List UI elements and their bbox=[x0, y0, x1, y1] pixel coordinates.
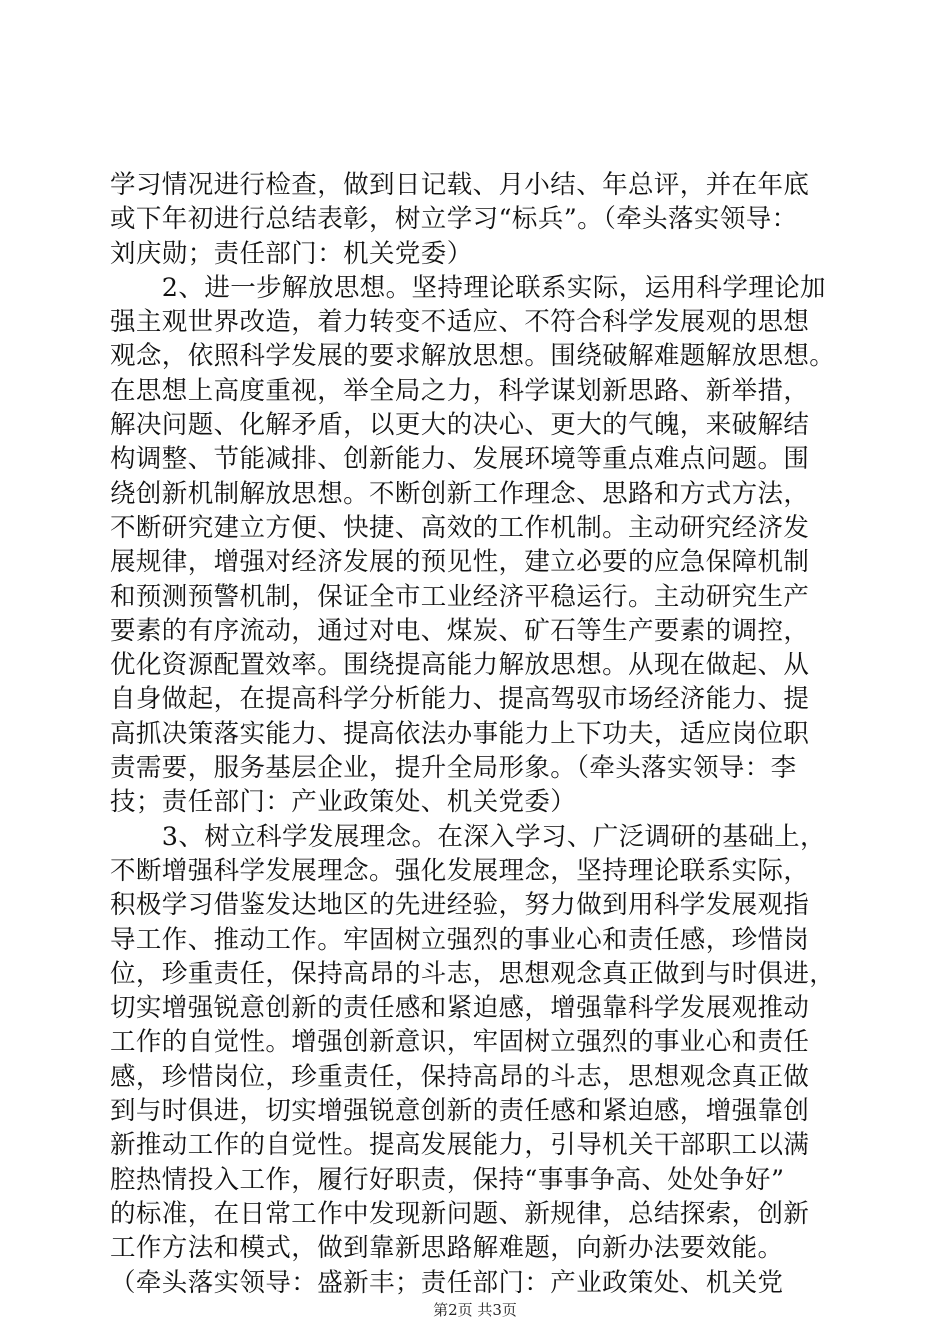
text-line: 不断增强科学发展理念。强化发展理念，坚持理论联系实际， bbox=[110, 855, 810, 886]
text-line: 工作方法和模式，做到靠新思路解难题，向新办法要效能。 bbox=[110, 1233, 784, 1264]
text-line: 感，珍惜岗位，珍重责任，保持高昂的斗志，思想观念真正做 bbox=[110, 1061, 810, 1092]
text-line: 不断研究建立方便、快捷、高效的工作机制。主动研究经济发 bbox=[110, 512, 810, 543]
text-line: 积极学习借鉴发达地区的先进经验，努力做到用科学发展观指 bbox=[110, 890, 810, 921]
text-line: 强主观世界改造，着力转变不适应、不符合科学发展观的思想 bbox=[110, 307, 810, 338]
text-line: 到与时俱进，切实增强锐意创新的责任感和紧迫感，增强靠创 bbox=[110, 1096, 810, 1127]
text-line: 展规律，增强对经济发展的预见性，建立必要的应急保障机制 bbox=[110, 547, 810, 578]
text-line: 导工作、推动工作。牢固树立强烈的事业心和责任感，珍惜岗 bbox=[110, 924, 810, 955]
text-line: 绕创新机制解放思想。不断创新工作理念、思路和方式方法， bbox=[110, 478, 810, 509]
page-number-footer: 第2页 共3页 bbox=[433, 1301, 517, 1319]
text-line: 高抓决策落实能力、提高依法办事能力上下功夫，适应岗位职 bbox=[110, 718, 810, 749]
text-line: 的标准，在日常工作中发现新问题、新规律，总结探索，创新 bbox=[110, 1198, 810, 1229]
text-line: 新推动工作的自觉性。提高发展能力，引导机关干部职工以满 bbox=[110, 1130, 810, 1161]
text-line: 和预测预警机制，保证全市工业经济平稳运行。主动研究生产 bbox=[110, 581, 810, 612]
text-line: 2、进一步解放思想。坚持理论联系实际，运用科学理论加 bbox=[110, 272, 826, 303]
body-text bbox=[110, 168, 840, 1300]
text-line: 技；责任部门：产业政策处、机关党委） bbox=[110, 787, 577, 818]
text-line: 构调整、节能减排、创新能力、发展环境等重点难点问题。围 bbox=[110, 444, 810, 475]
text-line: 或下年初进行总结表彰，树立学习“标兵”。（牵头落实领导： bbox=[110, 204, 798, 235]
text-line: 3、树立科学发展理念。在深入学习、广泛调研的基础上， bbox=[110, 821, 826, 852]
text-line: 责需要，服务基层企业，提升全局形象。（牵头落实领导：李 bbox=[110, 753, 797, 784]
text-line: 自身做起，在提高科学分析能力、提高驾驭市场经济能力、提 bbox=[110, 684, 810, 715]
text-line: 观念，依照科学发展的要求解放思想。围绕破解难题解放思想。 bbox=[110, 341, 836, 372]
text-line: 位，珍重责任，保持高昂的斗志，思想观念真正做到与时俱进， bbox=[110, 958, 836, 989]
text-line: 解决问题、化解矛盾，以更大的决心、更大的气魄，来破解结 bbox=[110, 410, 810, 441]
text-line: 优化资源配置效率。围绕提高能力解放思想。从现在做起、从 bbox=[110, 650, 810, 681]
text-line: 刘庆勋；责任部门：机关党委） bbox=[110, 238, 473, 269]
text-line: 学习情况进行检查，做到日记载、月小结、年总评，并在年底 bbox=[110, 170, 810, 200]
text-line: 要素的有序流动，通过对电、煤炭、矿石等生产要素的调控， bbox=[110, 615, 810, 646]
text-line: 工作的自觉性。增强创新意识，牢固树立强烈的事业心和责任 bbox=[110, 1027, 810, 1058]
text-line: 腔热情投入工作，履行好职责，保持“事事争高、处处争好” bbox=[110, 1164, 785, 1195]
text-line: （牵头落实领导：盛新丰；责任部门：产业政策处、机关党 bbox=[110, 1267, 784, 1298]
text-line: 切实增强锐意创新的责任感和紧迫感，增强靠科学发展观推动 bbox=[110, 993, 810, 1024]
text-line: 在思想上高度重视，举全局之力，科学谋划新思路、新举措， bbox=[110, 375, 810, 406]
